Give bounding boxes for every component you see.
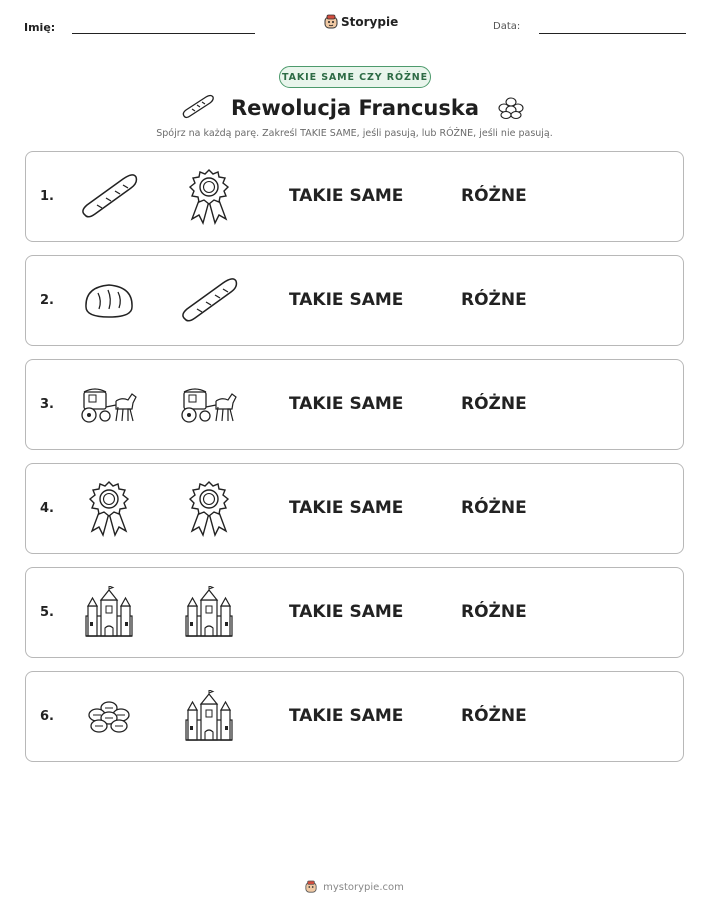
worksheet-header — [0, 14, 709, 40]
different-choice[interactable]: RÓŻNE — [461, 394, 527, 414]
question-number: 3. — [40, 397, 54, 412]
baguette-icon — [178, 271, 240, 331]
carriage-icon — [78, 375, 140, 435]
date-label: Data: — [493, 21, 521, 32]
title-row — [0, 92, 709, 124]
instructions: Spójrz na każdą parę. Zakreśl TAKIE SAME, jeśli pasują, lub RÓŻNE, jeśli nie pasują. — [156, 128, 553, 139]
castle-icon — [78, 583, 140, 643]
brand-name: Storypie — [341, 15, 399, 29]
different-choice[interactable]: RÓŻNE — [461, 186, 527, 206]
rosette-icon — [178, 479, 240, 539]
same-choice[interactable]: TAKIE SAME — [289, 290, 404, 310]
question-card — [25, 567, 684, 658]
baguette-icon — [181, 94, 215, 124]
different-choice[interactable]: RÓŻNE — [461, 290, 527, 310]
same-choice[interactable]: TAKIE SAME — [289, 602, 404, 622]
croissants-icon — [78, 687, 140, 747]
same-choice[interactable]: TAKIE SAME — [289, 394, 404, 414]
carriage-icon — [178, 375, 240, 435]
page-title: Rewolucja Francuska — [230, 96, 480, 120]
name-label: Imię: — [24, 21, 56, 34]
question-card — [25, 463, 684, 554]
date-field[interactable] — [539, 33, 686, 34]
baguette-icon — [78, 167, 140, 227]
question-card — [25, 671, 684, 762]
question-number: 2. — [40, 293, 54, 308]
croissants-icon — [496, 95, 526, 125]
question-card — [25, 359, 684, 450]
castle-icon — [178, 583, 240, 643]
question-number: 4. — [40, 501, 54, 516]
question-card — [25, 255, 684, 346]
same-choice[interactable]: TAKIE SAME — [289, 706, 404, 726]
footer — [0, 880, 709, 894]
rosette-icon — [178, 167, 240, 227]
activity-type-badge: TAKIE SAME CZY RÓŻNE — [279, 66, 431, 88]
same-choice[interactable]: TAKIE SAME — [289, 498, 404, 518]
question-number: 1. — [40, 189, 54, 204]
different-choice[interactable]: RÓŻNE — [461, 706, 527, 726]
storypie-mascot-icon — [324, 14, 338, 30]
storypie-mascot-icon — [305, 880, 317, 894]
question-number: 6. — [40, 709, 54, 724]
castle-icon — [178, 687, 240, 747]
bread-icon — [78, 271, 140, 331]
different-choice[interactable]: RÓŻNE — [461, 498, 527, 518]
footer-url: mystorypie.com — [323, 881, 404, 893]
question-number: 5. — [40, 605, 54, 620]
rosette-icon — [78, 479, 140, 539]
same-choice[interactable]: TAKIE SAME — [289, 186, 404, 206]
name-field[interactable] — [72, 33, 255, 34]
question-card — [25, 151, 684, 242]
brand-logo — [324, 14, 398, 30]
different-choice[interactable]: RÓŻNE — [461, 602, 527, 622]
